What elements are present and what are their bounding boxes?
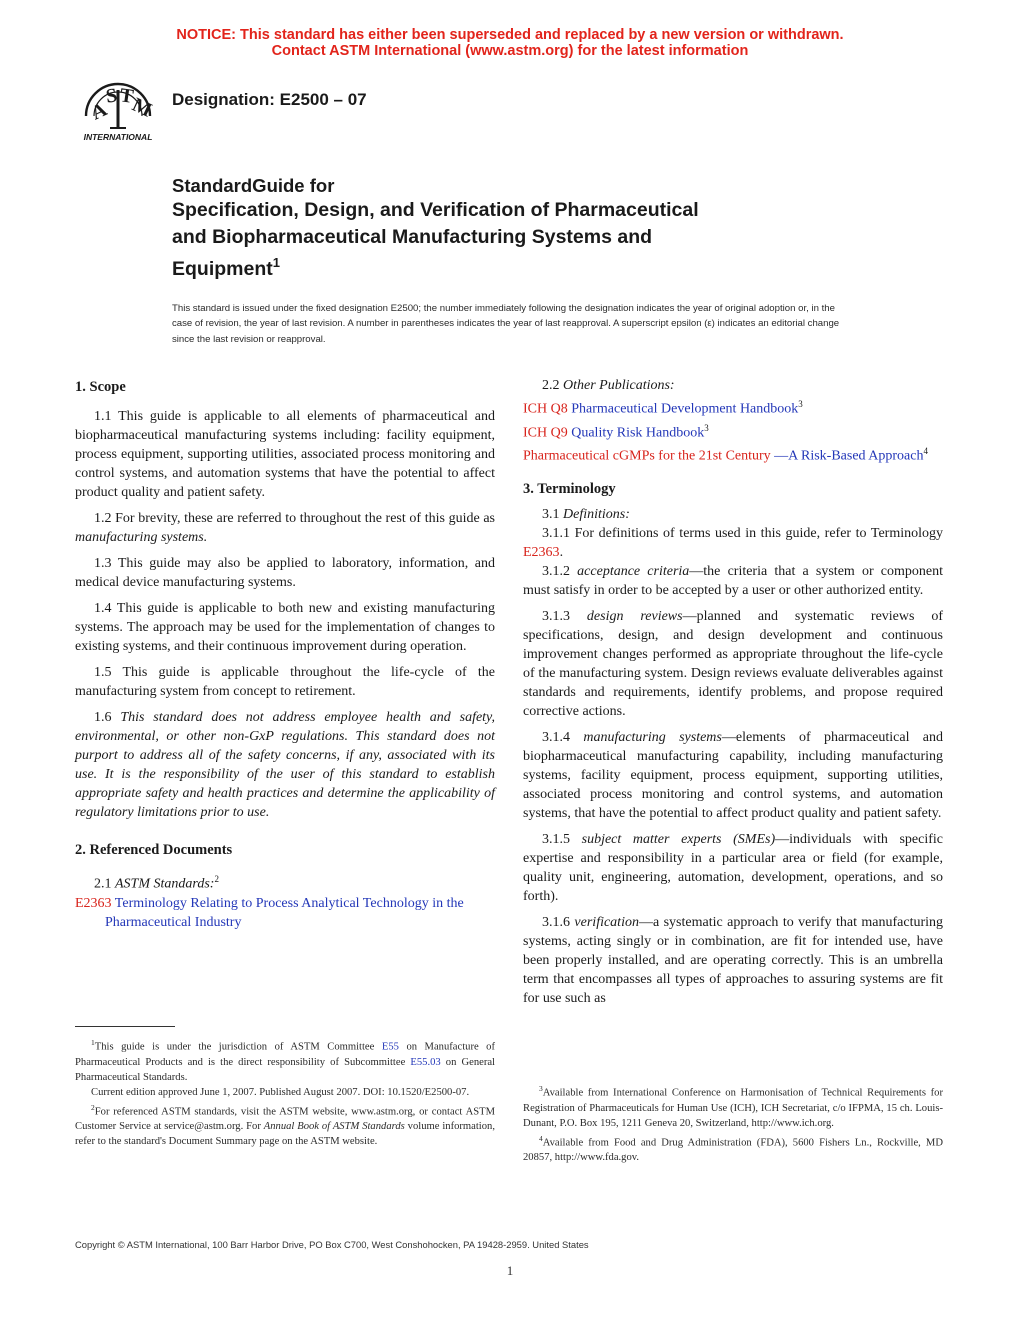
notice-line-2: Contact ASTM International (www.astm.org) for the latest information	[271, 43, 749, 59]
astm-logo	[72, 72, 164, 146]
footnote-divider	[75, 1026, 175, 1027]
ref-e2363-title[interactable]: Terminology Relating to Process Analytical Technology in the Pharmaceutical Industry	[105, 895, 464, 930]
left-column	[75, 378, 495, 939]
svg-text:S: S	[104, 84, 119, 108]
title-line-3: Equipment$^1$	[172, 255, 280, 280]
svg-text:A: A	[87, 98, 111, 125]
right-column	[523, 378, 943, 1015]
footnote-1: $^1$This guide is under the jurisdiction of ASTM Committee E55 on Manufacture of Pharmaceutical Products and is the direct responsibility of Subcommittee E55.03 on General Pharmaceutical Standards.	[75, 1038, 496, 1083]
issued-note: This standard is issued under the fixed designation E2500; the number immediately following the designation indicates the year of original adoption or, in the case of revision, the year of last revision. A number in parentheses indicates the year of last reapproval. A superscript epsilon (ε) indicates an editorial change since the last revision or reapproval.	[172, 303, 840, 345]
para-1-6: 1.6 This standard does not address employee health and safety, environmental, or other non-GxP regulations. This standard does not purport to address all of the safety concerns, if any, associated with its use. It is the responsibility of the user of this standard to establish appropriate safety and health practices and determine the applicability of regulatory limitations prior to use.	[75, 710, 495, 820]
referenced-documents-heading: 2. Referenced Documents	[75, 842, 233, 858]
title-line-2: and Biopharmaceutical Manufacturing Systems and	[172, 225, 653, 248]
para-3-1-3: 3.1.3 design reviews—planned and systematic reviews of specifications, design, and design development and continuous improvement changes performed as appropriate throughout the life-cycle of the manufacturing system. Design reviews evaluate deliverables against standards and requirements, identify problems, and propose required corrective actions.	[523, 608, 944, 719]
para-2-1: 2.1 ASTM Standards:$^2$	[94, 874, 219, 892]
para-3-1-4: 3.1.4 manufacturing systems—elements of pharmaceutical and biopharmaceutical manufacturing capability, including manufacturing systems, facility equipment, process equipment, supporting utilities, associated process monitoring and control systems, and automation systems, that have the potential to affect product quality and patient safety.	[523, 729, 943, 821]
page-number: 1	[506, 1263, 514, 1278]
para-1-2: 1.2 For brevity, these are referred to throughout the rest of this guide as manufacturing systems.	[75, 511, 495, 545]
para-2-2: 2.2 Other Publications:	[542, 378, 675, 393]
terminology-heading: 3. Terminology	[523, 480, 616, 497]
para-3-1-1: 3.1.1 For definitions of terms used in this guide, refer to Terminology E2363.	[523, 525, 943, 560]
copyright-line: Copyright © ASTM International, 100 Barr Harbor Drive, PO Box C700, West Conshohocken, PA 19428-2959. United States	[75, 1239, 589, 1250]
title-line-1: Specification, Design, and Verification of Pharmaceutical	[172, 199, 699, 221]
ref-e2363[interactable]	[75, 894, 495, 932]
footnotes-left	[75, 1035, 495, 1149]
para-3-1-6: 3.1.6 verification—a systematic approach to verify that manufacturing systems, acting singly or in combination, are fit for intended use, have been properly installed, and are operating correctly. This is an umbrella term that encompasses all types of approaches to assuring systems are fit for use such as	[523, 914, 944, 1006]
ref-ich-q8[interactable]: ICH Q8 Pharmaceutical Development Handbook$^3$	[523, 399, 803, 417]
svg-text:T: T	[118, 84, 135, 108]
para-3-1-2: 3.1.2 acceptance criteria—the criteria that a system or component must satisfy in order to be accepted by a user or other authorized entity.	[523, 563, 943, 598]
para-1-1: 1.1 This guide is applicable to all elements of pharmaceutical and biopharmaceutical manufacturing systems including: facility equipment, process equipment, supporting utilities, associated process monitoring and control systems, and automation systems that have the potential to affect product quality and patient safety.	[75, 409, 495, 500]
ref-ich-q9[interactable]: ICH Q9 Quality Risk Handbook$^3$	[523, 422, 709, 441]
footnote-1-edition: Current edition approved June 1, 2007. Published August 2007. DOI: 10.1520/E2500-07.	[91, 1086, 470, 1098]
document-title	[172, 174, 872, 283]
footnote-4: $^4$Available from Food and Drug Administration (FDA), 5600 Fishers Ln., Rockville, MD 20857, http://www.fda.gov.	[523, 1133, 943, 1164]
footnotes-right	[523, 1081, 943, 1165]
title-footnote-mark: 1	[272, 255, 280, 270]
footnote-3: $^3$Available from International Conference on Harmonisation of Technical Requirements for Registration of Pharmaceuticals for Human Use (ICH), ICH Secretariat, c/o IFPMA, 15 ch. Louis-Dunant, P.O. Box 195, 1211 Geneva 20, Switzerland, http://www.ich.org.	[523, 1084, 943, 1129]
designation: Designation: E2500 – 07	[172, 90, 367, 109]
ref-e2363-code[interactable]: E2363	[75, 895, 112, 911]
withdrawal-notice	[0, 27, 1020, 59]
ref-cgmp[interactable]: Pharmaceutical cGMPs for the 21st Century —A Risk-Based Approach$^4$	[523, 446, 928, 464]
ref-e55[interactable]: E55	[381, 1041, 399, 1053]
footnote-2: $^2$For referenced ASTM standards, visit the ASTM website, www.astm.org, or contact ASTM Customer Service at service@astm.org. For Annual Book of ASTM Standards volume information, refer to the standard's Document Summary page on the ASTM website.	[75, 1102, 495, 1148]
svg-text:M: M	[128, 93, 156, 122]
para-1-3: 1.3 This guide may also be applied to laboratory, information, and medical device manufacturing systems.	[75, 556, 495, 590]
logo-wordmark: INTERNATIONAL	[83, 132, 153, 142]
para-1-4: 1.4 This guide is applicable to both new and existing manufacturing systems. The approach may be used for the implementation of changes to existing systems, and their continuous improvement during operation.	[75, 601, 495, 654]
para-3-1: 3.1 Definitions:	[542, 506, 630, 522]
scope-heading: 1. Scope	[75, 379, 126, 395]
ref-e5503[interactable]: E55.03	[410, 1056, 441, 1068]
para-1-5: 1.5 This guide is applicable throughout the life-cycle of the manufacturing system from concept to retirement.	[75, 665, 495, 699]
ref-e2363-inline[interactable]: E2363	[523, 544, 560, 560]
title-kind: StandardGuide for	[172, 175, 335, 196]
notice-line-1: NOTICE: This standard has either been superseded and replaced by a new version or withdrawn.	[176, 27, 844, 43]
para-3-1-5: 3.1.5 subject matter experts (SMEs)—individuals with specific expertise and responsibility in a particular area or field (for example, quality unit, engineering, automation, development, operations, and so forth).	[523, 831, 943, 904]
